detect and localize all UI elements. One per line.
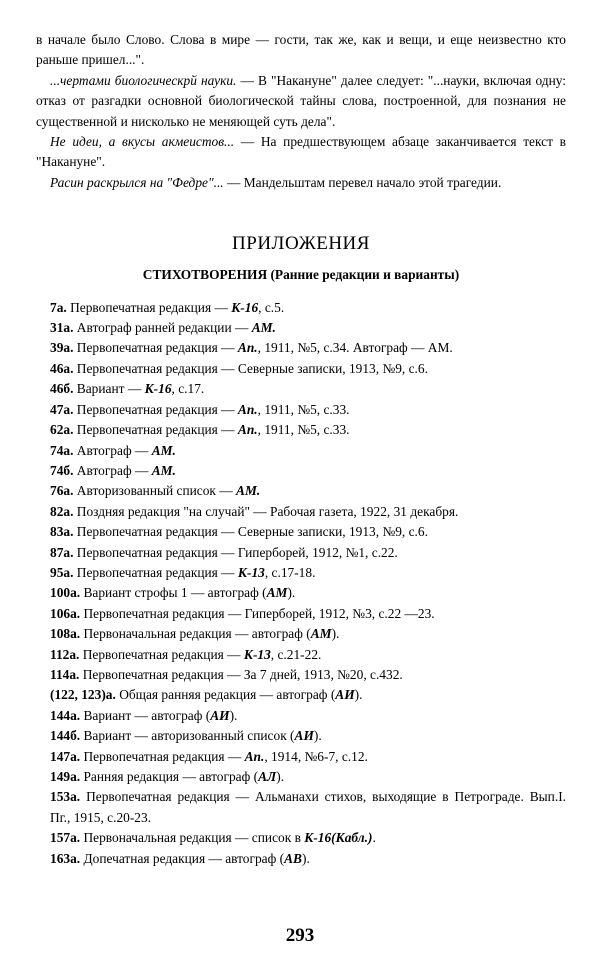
entry-source: К-16 [231, 299, 259, 315]
entry-source: Ап. [237, 340, 258, 356]
list-item [36, 747, 566, 767]
list-item [36, 726, 566, 746]
entry-number: 76а. [50, 483, 74, 499]
entry-number: 106а. [50, 605, 81, 621]
entry-source: К-13 [243, 646, 271, 662]
entry-text: Вариант — автограф ( [80, 707, 211, 723]
note-paragraph [36, 132, 566, 173]
list-item [36, 828, 566, 848]
entry-text: Первопечатная редакция — [73, 340, 238, 356]
entry-tail: , 1911, №5, с.33. [257, 401, 350, 417]
note-lemma: Расин раскрылся на "Федре"... [50, 174, 224, 190]
entry-tail: ). [302, 850, 310, 866]
entry-tail: , 1911, №5, с.34. Автограф — АМ. [257, 340, 453, 356]
list-item [36, 338, 566, 358]
entry-number: 82а. [50, 503, 74, 519]
entry-number: 163а. [50, 850, 81, 866]
list-item [36, 706, 566, 726]
list-item [36, 685, 566, 705]
entry-number: 95а. [50, 564, 74, 580]
note-paragraph [36, 173, 566, 193]
entry-source: К-16(Кабл.) [304, 830, 373, 846]
entry-number: 74а. [50, 442, 74, 458]
entry-source: АИ [210, 707, 230, 723]
list-item [36, 604, 566, 624]
entry-number: 83а. [50, 524, 74, 540]
entry-text: Первопечатная редакция — За 7 дней, 1913, №20, с.432. [79, 666, 403, 682]
entry-number: 31а. [50, 320, 74, 336]
list-item [36, 400, 566, 420]
entry-tail: ). [313, 728, 322, 744]
entry-number: 74б. [50, 462, 74, 478]
list-item [36, 481, 566, 501]
list-item [36, 318, 566, 338]
entry-source: АЛ [258, 769, 277, 784]
entry-text: Автограф — [73, 462, 152, 478]
entry-source: АМ. [251, 320, 276, 336]
entry-number: 87а. [50, 544, 74, 560]
entry-text: Первопечатная редакция — Гиперборей, 1912, №3, с.22 —23. [80, 605, 435, 621]
entry-number: 147а. [50, 748, 81, 764]
entry-tail: , с.17-18. [264, 564, 316, 580]
entry-tail: ). [276, 769, 285, 784]
entry-source: Ап. [244, 748, 265, 764]
entry-number: 153а. [50, 789, 81, 805]
entry-text: Первопечатная редакция — [66, 299, 232, 315]
entry-source: АИ [335, 687, 355, 703]
entry-number: 47а. [50, 401, 74, 417]
entry-text: Автограф ранней редакции — [73, 320, 252, 336]
entry-text: Допечатная редакция — автограф ( [80, 850, 285, 866]
list-item [36, 787, 566, 828]
entry-number: 112а. [50, 646, 80, 662]
entry-text: Первопечатная редакция — [80, 748, 245, 764]
note-lemma: ...чертами биологическрй науки. [50, 72, 237, 88]
entry-tail: ). [287, 585, 296, 601]
list-item [36, 502, 566, 522]
list-item [36, 849, 566, 869]
entry-text: Общая ранняя редакция — автограф ( [115, 687, 336, 703]
entry-source: АМ. [236, 483, 261, 499]
entry-text: Первопечатная редакция — [73, 564, 238, 580]
entry-text: Первопечатная редакция — Гиперборей, 1912, №1, с.22. [73, 544, 398, 560]
list-item [36, 624, 566, 644]
list-item [36, 461, 566, 481]
note-lemma: Не идеи, а вкусы акмеистов... [50, 134, 235, 150]
page-number: 293 [285, 925, 315, 946]
appendix-subtitle: СТИХОТВОРЕНИЯ (Ранние редакции и варианты) [142, 267, 460, 283]
entry-number: 114а. [50, 666, 80, 682]
entry-source: АМ. [151, 442, 176, 458]
entry-text: Вариант — авторизованный список ( [80, 728, 295, 744]
entry-text: Первоначальная редакция — список в [80, 830, 305, 846]
note-paragraph [36, 30, 566, 71]
entry-number: 144а. [50, 707, 81, 723]
note-paragraph [36, 71, 566, 132]
list-item [36, 379, 566, 399]
entry-tail: , с.21-22. [270, 646, 322, 662]
entries-list [36, 298, 566, 869]
entry-text: Первопечатная редакция — [79, 646, 244, 662]
entry-tail: , с.5. [258, 299, 285, 315]
list-item [36, 583, 566, 603]
entry-text: Первопечатная редакция — Северные записки, 1913, №9, с.6. [73, 524, 428, 540]
entry-tail: , с.17. [171, 381, 205, 397]
entry-number: 46б. [50, 381, 74, 397]
list-item [36, 563, 566, 583]
entry-source: АМ. [151, 462, 176, 478]
note-text: — Мандельштам перевел начало этой трагедии. [223, 174, 502, 190]
list-item [36, 359, 566, 379]
entry-text: Ранняя редакция — автограф ( [80, 769, 259, 784]
entry-number: 108а. [50, 626, 81, 642]
appendix-title: ПРИЛОЖЕНИЯ [232, 233, 370, 255]
entry-number: 100а. [50, 585, 81, 601]
entry-number: 46а. [50, 360, 74, 376]
entry-text: Первопечатная редакция — [73, 401, 238, 417]
list-item [36, 298, 566, 318]
list-item [36, 420, 566, 440]
entry-tail: . [372, 830, 376, 846]
entry-tail: ). [331, 626, 340, 642]
entry-tail: , 1914, №6-7, с.12. [264, 748, 368, 764]
entry-text: Вариант строфы 1 — автограф ( [80, 585, 267, 601]
entry-source: АМ [266, 585, 288, 601]
entry-source: Ап. [237, 401, 258, 417]
entry-text: Авторизованный список — [73, 483, 237, 499]
entry-text: Первоначальная редакция — автограф ( [80, 626, 311, 642]
list-item [36, 441, 566, 461]
list-item [36, 767, 566, 787]
entry-text: Первопечатная редакция — Альманахи стихов, выходящие в Петроградe. Вып.I. Пг., 1915, с.20-23. [50, 789, 566, 825]
note-text: в начале было Слово. Слова в мире — гости, так же, как и вещи, и еще неизвестно кто раньше пришел...". [36, 32, 566, 68]
entry-number: 62а. [50, 422, 74, 438]
entry-number: 7а. [50, 299, 67, 315]
entry-text: Первопечатная редакция — [73, 422, 238, 438]
entry-source: Ап. [237, 422, 258, 438]
list-item [36, 665, 566, 685]
list-item [36, 645, 566, 665]
entry-source: АВ [284, 850, 302, 866]
entry-source: АИ [294, 728, 314, 744]
entry-tail: ). [354, 687, 363, 703]
entry-source: К-16 [144, 381, 172, 397]
entry-number: 149а. [50, 769, 81, 784]
list-item [36, 522, 566, 542]
entry-text: Вариант — [73, 381, 145, 397]
entry-number: 144б. [50, 728, 81, 744]
entry-number: 157а. [50, 830, 81, 846]
entry-number: (122, 123)а. [50, 687, 116, 703]
entry-source: АМ [310, 626, 332, 642]
note-text: — На предшествующем абзаце заканчивается текст в "Накануне". [36, 134, 566, 170]
entry-tail: ). [229, 707, 238, 723]
entry-text: Первопечатная редакция — Северные записки, 1913, №9, с.6. [73, 360, 428, 376]
list-item [36, 543, 566, 563]
entry-text: Автограф — [73, 442, 152, 458]
note-text: — В "Накануне" далее следует: "...науки, включая одну: отказ от разгадки основной биологической тайны слова, построенной, для познания не существенной и нисколько не меняющей суть дела". [36, 72, 566, 129]
entry-tail: , 1911, №5, с.33. [257, 422, 350, 438]
entry-text: Поздняя редакция "на случай" — Рабочая газета, 1922, 31 декабря. [73, 503, 459, 519]
entry-source: К-13 [237, 564, 265, 580]
entry-number: 39а. [50, 340, 74, 356]
